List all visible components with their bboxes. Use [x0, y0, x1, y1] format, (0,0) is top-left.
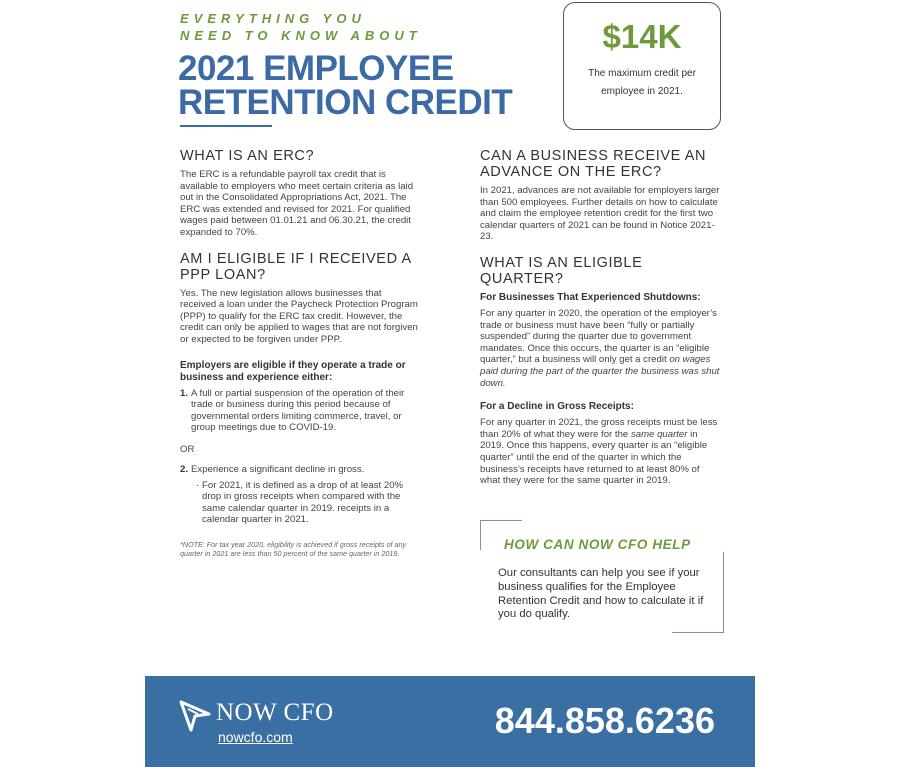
right-column [480, 148, 720, 487]
advance-body: In 2021, advances are not available for employers larger than 500 employees. Further details on how to calculate and claim the employee retention credit for the first two calendar quarters of 2021 can be found in Notice 2021-23. [480, 185, 720, 243]
title-underline [180, 125, 272, 127]
shutdown-body: For any quarter in 2020, the operation of the employer’s trade or business must have been “fully or partially suspended” during the quarter due to government mandates. Once this occurs, the quarter is an “eligible quarter,” but a business will only get a credit on wages paid during the part of the quarter the business was shut down. [480, 307, 720, 389]
eyebrow-line-1: EVERYTHING YOU [180, 11, 366, 26]
list-number: 1. [180, 387, 189, 399]
help-title: HOW CAN NOW CFO HELP [504, 537, 691, 552]
list-text: Experience a significant decline in gross. [191, 463, 365, 475]
footnote: *NOTE: For tax year 2020, eligibility is achieved if gross receipts of any quarter in 2021 are less than 50 percent of the same quarter in 2019. [180, 539, 407, 558]
title-line-1: 2021 EMPLOYEE [178, 49, 454, 88]
help-body: Our consultants can help you see if your business qualifies for the Employee Retention Credit and how to calculate it if you do qualify. [498, 567, 704, 621]
eyebrow [180, 10, 510, 44]
eyebrow-line-2: NEED TO KNOW ABOUT [180, 28, 422, 43]
title-line-2: RETENTION CREDIT [178, 83, 513, 122]
website-link[interactable]: nowcfo.com [218, 729, 293, 745]
decline-heading: For a Decline in Gross Receipts: [480, 401, 634, 413]
list-text: A full or partial suspension of the operation of their trade or business during this period because of governmental orders limiting commerce, travel, or group meetings due to COVID-19. [191, 387, 405, 434]
quarter-heading: WHAT IS AN ELIGIBLE QUARTER? [480, 254, 643, 287]
bullet-icon: · [196, 479, 200, 491]
advance-heading: CAN A BUSINESS RECEIVE AN ADVANCE ON THE ERC? [480, 148, 707, 180]
erc-heading: WHAT IS AN ERC? [180, 148, 315, 164]
ppp-body: Yes. The new legislation allows businesses that received a loan under the Paycheck Protection Program (PPP) to qualify for the ERC tax credit. However, the credit can only be applied to wages that are not forgiven or expected to be forgiven under PPP. [180, 287, 418, 345]
decline-body: For any quarter in 2021, the gross receipts must be less than 20% of what they were for the same quarter in 2019. Once this happens, every quarter is an “eligible quarter” until the end of the quarter in which the business’s receipts have returned to at least 80% of what they were for the same quarter in 2019. [480, 417, 718, 487]
help-box [480, 520, 724, 633]
stat-value: $14K [602, 18, 682, 55]
page-title [178, 49, 558, 122]
sub-item-text: For 2021, it is defined as a drop of at least 20% drop in gross receipts when compared with the same calendar quarter in 2019. receipts in a calendar quarter in 2021. [202, 479, 404, 526]
footer-banner [145, 676, 755, 767]
eligibility-subheading: Employers are eligible if they operate a trade or business and experience either: [180, 359, 406, 383]
phone-number[interactable]: 844.858.6236 [494, 700, 715, 741]
list-number: 2. [180, 463, 189, 475]
or-divider: OR [180, 443, 195, 455]
left-column [180, 148, 420, 558]
shutdown-heading: For Businesses That Experienced Shutdowns: [480, 291, 701, 303]
erc-body: The ERC is a refundable payroll tax credit that is available to employers who meet certain criteria as laid out in the Consolidated Appropriations Act, 2021. The ERC was extended and revised for 2021. For qualified wages paid between 01.01.21 and 06.30.21, the credit expanded to 70%. [180, 169, 414, 238]
stat-box [563, 2, 721, 130]
eligibility-item-1 [180, 388, 420, 434]
eligibility-item-2 [180, 464, 420, 476]
eligibility-sub-item [180, 480, 420, 526]
ppp-heading: AM I ELIGIBLE IF I RECEIVED A PPP LOAN? [180, 250, 411, 283]
stat-text: The maximum credit per employee in 2021. [588, 68, 696, 97]
logo-text: NOW CFO [216, 699, 334, 726]
now-cfo-logo-icon [179, 700, 211, 737]
